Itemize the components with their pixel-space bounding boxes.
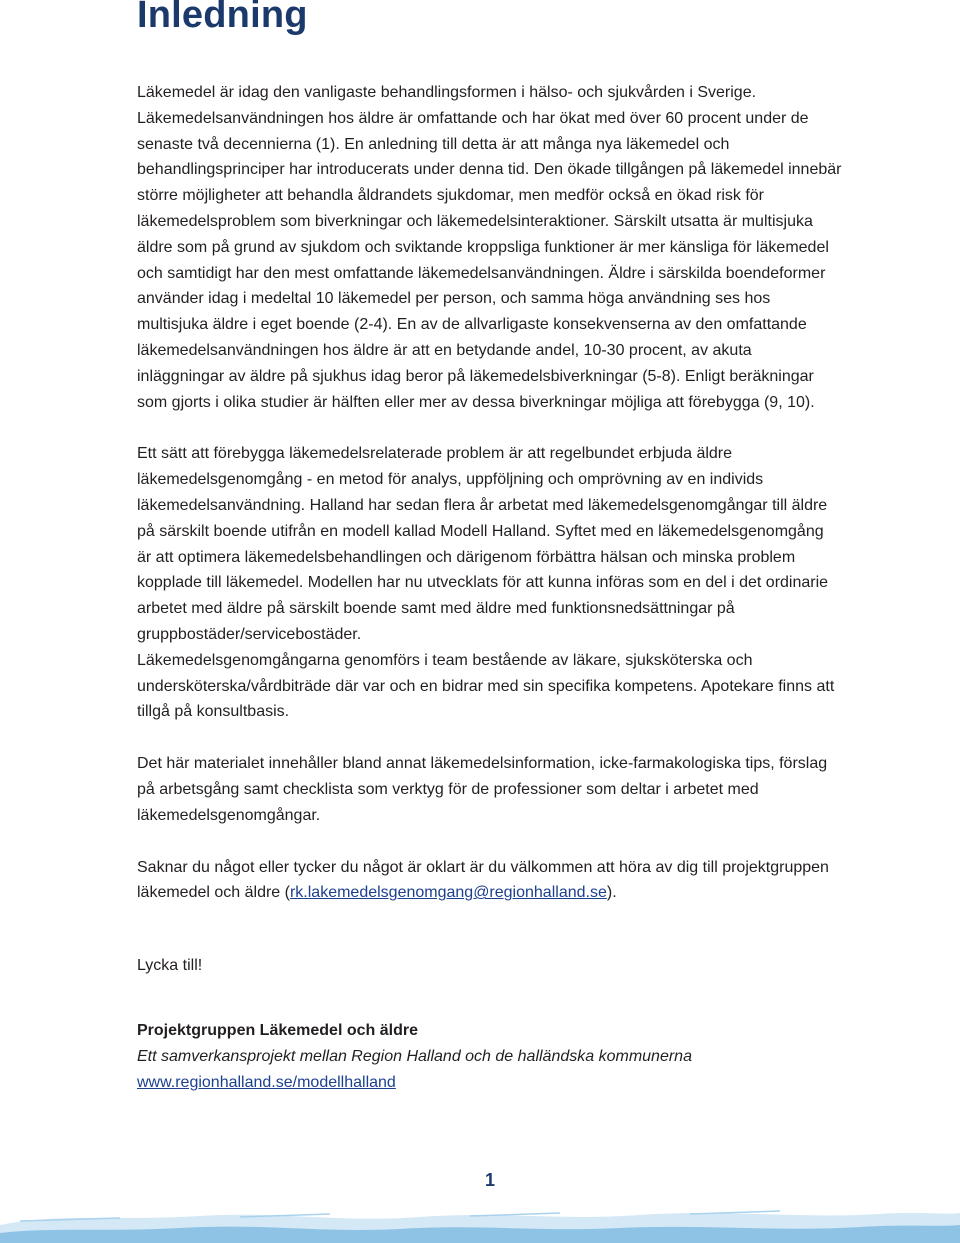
- signature-description: Ett samverkansprojekt mellan Region Halland och de halländska kommunerna: [137, 1047, 692, 1065]
- method-paragraph: Ett sätt att förebygga läkemedelsrelaterade problem är att regelbundet erbjuda äldre läkemedelsgenomgång - en metod för analys, uppföljning och omprövning av en individs läkemedelsanvändning. Halland har sedan flera år arbetat med läkemedelsgenomgångar till äldre på särskilt boende utifrån en modell kallad Modell Halland. Syftet med en läkemedelsgenomgång är att optimera läkemedelsbehandlingen och därigenom förbättra hälsan och minska problem kopplade till läkemedel. Modellen har nu utvecklats för att kunna införas som en del i det ordinarie arbetet med äldre på särskilt boende samt med äldre med funktionsnedsättningar på gruppbostäder/servicebostäder.: [137, 445, 829, 643]
- contact-text-after: ).: [606, 884, 617, 902]
- decorative-wave: [0, 1183, 960, 1243]
- signature-block: [137, 1018, 842, 1095]
- contact-email-link[interactable]: rk.lakemedelsgenomgang@regionhalland.se: [289, 884, 607, 902]
- signature-name: Projektgruppen Läkemedel och äldre: [137, 1021, 418, 1039]
- material-paragraph: Det här materialet innehåller bland annat läkemedelsinformation, icke-farmakologiska tips, förslag på arbetsgång samt checklista som verktyg för de professioner som deltar i arbetet med läkemedelsgenomgångar.: [137, 755, 828, 824]
- team-paragraph: Läkemedelsgenomgångarna genomförs i team bestående av läkare, sjuksköterska och undersköterska/vårdbiträde där var och en bidrar med sin specifika kompetens. Apotekare finns att tillgå på konsultbasis.: [137, 651, 835, 721]
- closing-greeting: Lycka till!: [137, 957, 203, 975]
- document-body: [137, 80, 842, 1095]
- intro-paragraph: Läkemedel är idag den vanligaste behandlingsformen i hälso- och sjukvården i Sverige. Läkemedelsanvändningen hos äldre är omfattande och har ökat med över 60 procent under de senaste två decennierna (1). En anledning till detta är att många nya läkemedel och behandlingsprinciper har introducerats under denna tid. Den ökade tillgången på läkemedel innebär större möjligheter att behandla åldrandets sjukdomar, men medför också en ökad risk för läkemedelsproblem som biverkningar och läkemedelsinteraktioner. Särskilt utsatta är multisjuka äldre som på grund av sjukdom och sviktande kroppsliga funktioner är mer känsliga för läkemedel och samtidigt har den mest omfattande läkemedelsanvändningen. Äldre i särskilda boendeformer använder idag i medeltal 10 läkemedel per person, och samma höga användning ses hos multisjuka äldre i eget boende (2-4). En av de allvarligaste konsekvenserna av den omfattande läkemedelsanvändningen hos äldre är att en betydande andel, 10-30 procent, av akuta inläggningar av äldre på sjukhus idag beror på läkemedelsbiverkningar (5-8). Enligt beräkningar som gjorts i olika studier är hälften eller mer av dessa biverkningar möjliga att förebygga (9, 10).: [137, 84, 842, 411]
- contact-text-before: Saknar du något eller tycker du något är oklart är du välkommen att höra av dig till projektgruppen läkemedel och äldre (: [137, 858, 829, 902]
- website-link[interactable]: www.regionhalland.se/modellhalland: [137, 1073, 396, 1091]
- contact-paragraph: [137, 855, 842, 907]
- page-number: 1: [484, 1170, 495, 1190]
- page-title: Inledning: [137, 0, 308, 36]
